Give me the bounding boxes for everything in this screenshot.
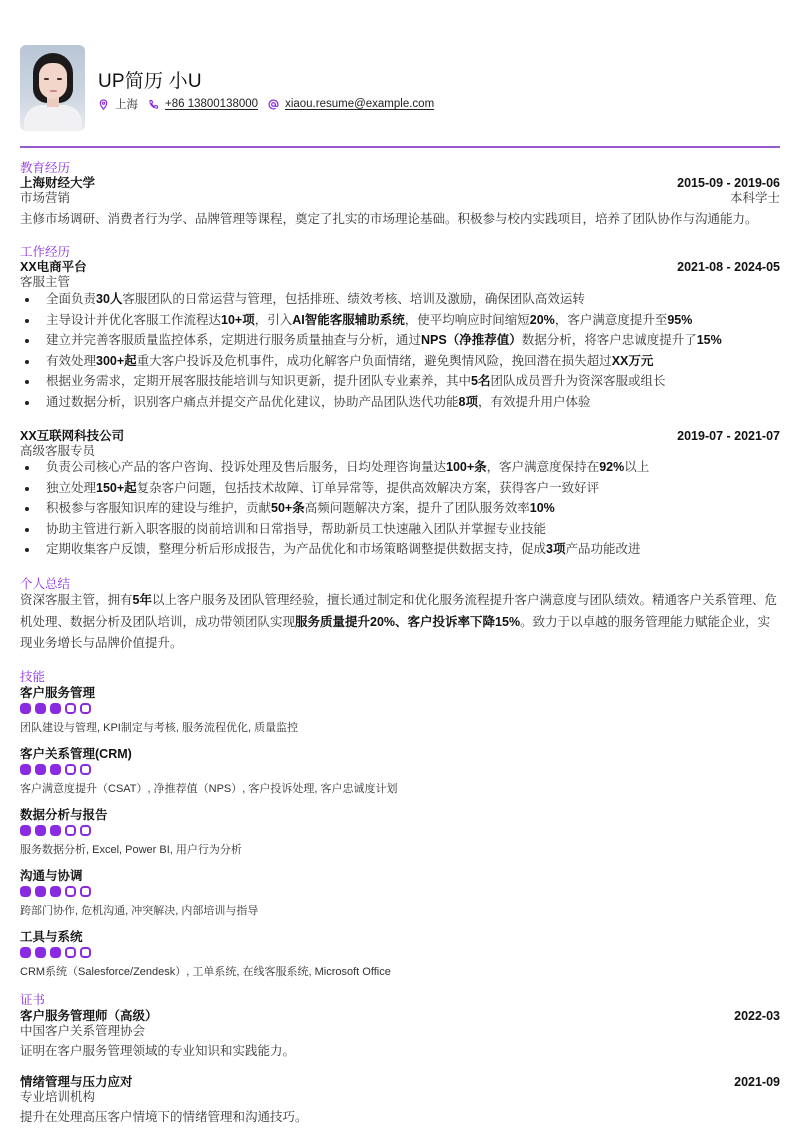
skill-description: 服务数据分析, Excel, Power BI, 用户行为分析 — [20, 844, 242, 856]
skill-level-rating — [20, 764, 91, 775]
filled-dot-icon — [35, 825, 46, 836]
contact-info — [98, 96, 444, 112]
empty-dot-icon — [65, 947, 76, 958]
bullet-item: 全面负责30人客服团队的日常运营与管理，包括排班、绩效考核、培训及激励，确保团队高效运转 — [20, 289, 780, 310]
bullet-item: 负责公司核心产品的客户咨询、投诉处理及售后服务，日均处理咨询量达100+条，客户满意度保持在92%以上 — [20, 457, 780, 478]
filled-dot-icon — [20, 886, 31, 897]
skill-name: 工具与系统 — [20, 930, 83, 944]
phone — [148, 98, 258, 110]
bullet-item: 主导设计并优化客服工作流程达10+项，引入AI智能客服辅助系统，使平均响应时间缩短20%，客户满意度提升至95% — [20, 310, 780, 331]
at-sign-icon — [268, 99, 279, 110]
bullet-item: 根据业务需求，定期开展客服技能培训与知识更新，提升团队专业素养，其中5名团队成员晋升为资深客服或组长 — [20, 371, 780, 392]
certificate-issuer: 中国客户关系管理协会 — [20, 1024, 146, 1038]
certificate-name: 客户服务管理师（高级） — [20, 1009, 158, 1023]
skill-description: CRM系统（Salesforce/Zendesk）, 工单系统, 在线客服系统, Microsoft Office — [20, 966, 391, 978]
filled-dot-icon — [35, 886, 46, 897]
school-name: 上海财经大学 — [20, 176, 96, 190]
certificate-description: 提升在处理高压客户情境下的情绪管理和沟通技巧。 — [20, 1110, 308, 1124]
skill-description: 团队建设与管理, KPI制定与考核, 服务流程优化, 质量监控 — [20, 722, 299, 734]
section-title-skills: 技能 — [20, 670, 46, 684]
job-role: 客服主管 — [20, 275, 71, 289]
education-sub-row — [20, 188, 780, 206]
filled-dot-icon — [50, 886, 61, 897]
education-description: 主修市场调研、消费者行为学、品牌管理等课程，奠定了扎实的市场理论基础。积极参与校内实践项目，培养了团队协作与沟通能力。 — [20, 212, 758, 226]
bullet-item: 独立处理150+起复杂客户问题，包括技术故障、订单异常等，提供高效解决方案，获得客户一致好评 — [20, 478, 780, 499]
major: 市场营销 — [20, 191, 71, 205]
candidate-name: UP简历 小U — [98, 71, 202, 92]
empty-dot-icon — [80, 825, 91, 836]
resume-header — [20, 45, 780, 131]
bullet-item: 有效处理300+起重大客户投诉及危机事件，成功化解客户负面情绪，避免舆情风险，挽回潜在损失超过XX万元 — [20, 351, 780, 372]
phone-link[interactable]: +86 13800138000 — [165, 98, 259, 110]
job-dates: 2021-08 - 2024-05 — [677, 260, 780, 274]
filled-dot-icon — [50, 764, 61, 775]
skill-level-rating — [20, 886, 91, 897]
skill-name: 数据分析与报告 — [20, 808, 108, 822]
certificate-issuer-row — [20, 1087, 780, 1105]
filled-dot-icon — [50, 947, 61, 958]
degree: 本科学士 — [729, 191, 780, 205]
bullet-item: 通过数据分析，识别客户痛点并提交产品优化建议，协助产品团队迭代功能8项，有效提升用户体验 — [20, 392, 780, 413]
bullet-item: 定期收集客户反馈，整理分析后形成报告，为产品优化和市场策略调整提供数据支持，促成3项产品功能改进 — [20, 539, 780, 560]
phone-icon — [148, 99, 159, 110]
bullet-item: 协助主管进行新入职客服的岗前培训和日常指导，帮助新员工快速融入团队并掌握专业技能 — [20, 519, 780, 540]
job-bullets — [20, 457, 780, 560]
filled-dot-icon — [20, 703, 31, 714]
location-text: 上海 — [115, 99, 138, 111]
company-name: XX互联网科技公司 — [20, 429, 125, 443]
email — [268, 98, 434, 110]
certificate-date: 2021-09 — [734, 1075, 780, 1089]
location-pin-icon — [98, 99, 109, 110]
certificate-issuer: 专业培训机构 — [20, 1090, 96, 1104]
skill-name: 沟通与协调 — [20, 869, 83, 883]
skill-level-rating — [20, 703, 91, 714]
job-bullets — [20, 289, 780, 412]
section-title-certificates: 证书 — [20, 993, 46, 1007]
filled-dot-icon — [35, 764, 46, 775]
education-dates: 2015-09 - 2019-06 — [677, 176, 780, 190]
empty-dot-icon — [65, 703, 76, 714]
summary-text: 资深客服主管，拥有5年以上客户服务及团队管理经验，擅长通过制定和优化服务流程提升客户满意度与团队绩效。精通客户关系管理、危机处理、数据分析及团队培训，成功带领团队实现服务质量提升20%、客户投诉率下降15%。致力于以卓越的服务管理能力赋能企业，实现业务增长与品牌价值提升。 — [20, 593, 777, 650]
profile-photo — [20, 45, 85, 131]
filled-dot-icon — [35, 947, 46, 958]
filled-dot-icon — [20, 825, 31, 836]
certificate-date: 2022-03 — [734, 1009, 780, 1023]
bullet-item: 建立并完善客服质量监控体系，定期进行服务质量抽查与分析，通过NPS（净推荐值）数据分析，将客户忠诚度提升了15% — [20, 330, 780, 351]
header-divider — [20, 146, 780, 148]
certificate-description: 证明在客户服务管理领域的专业知识和实践能力。 — [20, 1044, 296, 1058]
job-role: 高级客服专员 — [20, 444, 96, 458]
skill-description: 客户满意度提升（CSAT）, 净推荐值（NPS）, 客户投诉处理, 客户忠诚度计划 — [20, 783, 398, 795]
empty-dot-icon — [80, 703, 91, 714]
skill-level-rating — [20, 947, 91, 958]
company-name: XX电商平台 — [20, 260, 87, 274]
empty-dot-icon — [80, 886, 91, 897]
section-title-work: 工作经历 — [20, 245, 71, 259]
filled-dot-icon — [50, 825, 61, 836]
email-link[interactable]: xiaou.resume@example.com — [285, 98, 435, 110]
skill-level-rating — [20, 825, 91, 836]
job-dates: 2019-07 - 2021-07 — [677, 429, 780, 443]
section-title-education: 教育经历 — [20, 161, 71, 175]
filled-dot-icon — [20, 947, 31, 958]
job-role-row — [20, 272, 780, 290]
skill-description: 跨部门协作, 危机沟通, 冲突解决, 内部培训与指导 — [20, 905, 259, 917]
section-title-summary: 个人总结 — [20, 577, 71, 591]
empty-dot-icon — [80, 947, 91, 958]
filled-dot-icon — [35, 703, 46, 714]
empty-dot-icon — [65, 825, 76, 836]
empty-dot-icon — [65, 764, 76, 775]
certificate-name: 情绪管理与压力应对 — [20, 1075, 133, 1089]
certificate-issuer-row — [20, 1021, 780, 1039]
empty-dot-icon — [80, 764, 91, 775]
filled-dot-icon — [50, 703, 61, 714]
bullet-item: 积极参与客服知识库的建设与维护，贡献50+条高频问题解决方案，提升了团队服务效率10% — [20, 498, 780, 519]
skill-name: 客户服务管理 — [20, 686, 96, 700]
filled-dot-icon — [20, 764, 31, 775]
location — [98, 96, 138, 112]
skill-name: 客户关系管理(CRM) — [20, 747, 132, 761]
empty-dot-icon — [65, 886, 76, 897]
